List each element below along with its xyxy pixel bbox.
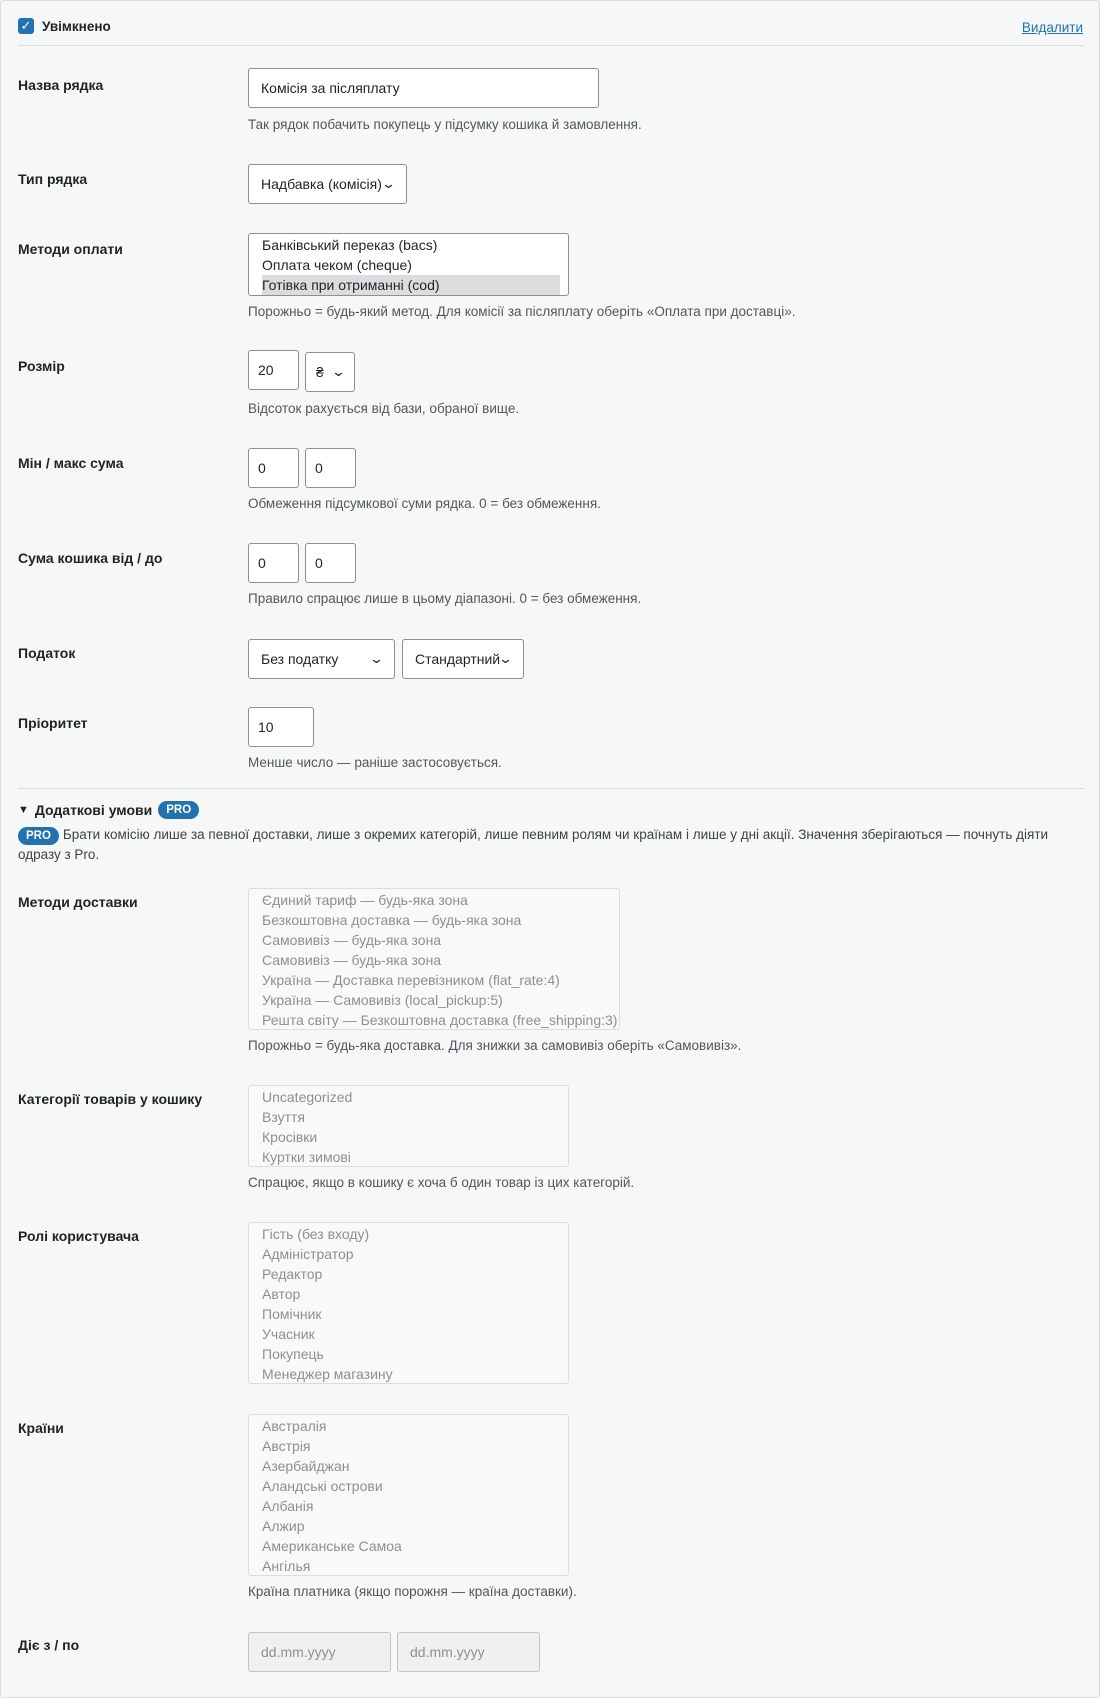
chevron-down-icon: ⌄ [368,651,385,666]
list-item[interactable]: Австрія [262,1438,311,1454]
priority-value: 10 [258,719,274,735]
list-item[interactable]: Безкоштовна доставка — будь-яка зона [262,912,522,928]
line-name-desc: Так рядок побачить покупець у підсумку кошика й замовлення. [248,117,642,132]
line-name-input[interactable] [248,68,599,108]
priority-label: Пріоритет [18,715,88,731]
list-item[interactable]: Самовивіз — будь-яка зона [262,932,442,948]
tax-status-value: Без податку [261,651,339,667]
list-item[interactable]: Куртки зимові [262,1149,351,1165]
list-item[interactable]: Решта світу — Безкоштовна доставка (free_shipping:3) [262,1012,618,1028]
line-type-label: Тип рядка [18,171,88,187]
enabled-label[interactable]: Увімкнено [42,19,111,34]
categories-listbox[interactable] [248,1085,569,1167]
cart-to-value: 0 [315,555,323,571]
pro-badge-inline: PRO [18,827,59,845]
shipping-desc: Порожньо = будь-яка доставка. Для знижки за самовивіз оберіть «Самовивіз». [248,1038,742,1053]
list-item[interactable]: Американське Самоа [262,1538,402,1554]
list-item[interactable]: Гість (без входу) [262,1226,370,1242]
payment-methods-label: Методи оплати [18,241,123,257]
line-type-value: Надбавка (комісія) [261,176,382,192]
countries-desc: Країна платника (якщо порожня — країна доставки). [248,1584,577,1599]
min-max-label: Мін / макс сума [18,455,124,471]
amount-label: Розмір [18,358,65,374]
list-item[interactable]: Алжир [262,1518,305,1534]
checkmark-icon: ✓ [20,18,32,33]
list-item[interactable]: Взуття [262,1109,306,1125]
cart-from-value: 0 [258,555,266,571]
list-item[interactable]: Адміністратор [262,1246,354,1262]
tax-class-select[interactable] [402,639,524,679]
pro-description-text: Брати комісію лише за певної доставки, лише з окремих категорій, лише певним ролям чи країнам і лише у дні акції. Значення зберігаються — почнуть діяти одразу з Pro. [18,827,1049,862]
line-name-value: Комісія за післяплату [261,80,400,96]
list-item[interactable]: Покупець [262,1346,324,1362]
tax-status-select[interactable] [248,639,395,679]
payment-option-cheque[interactable]: Оплата чеком (cheque) [262,257,412,273]
countries-label: Країни [18,1420,64,1436]
list-item[interactable]: Аландські острови [262,1478,383,1494]
tax-class-value: Стандартний [415,651,501,667]
amount-value: 20 [258,362,274,378]
roles-listbox[interactable] [248,1222,569,1384]
countries-listbox[interactable] [248,1414,569,1576]
list-item[interactable]: Uncategorized [262,1089,353,1105]
list-item[interactable]: Азербайджан [262,1458,350,1474]
cart-range-desc: Правило спрацює лише в цьому діапазоні. 0 = без обмеження. [248,591,642,606]
priority-input[interactable] [248,707,314,747]
categories-desc: Спрацює, якщо в кошику є хоча б один товар із цих категорій. [248,1175,635,1190]
list-item[interactable]: Україна — Самовивіз (local_pickup:5) [262,992,503,1008]
list-item[interactable]: Албанія [262,1498,314,1514]
chevron-down-icon: ⌄ [330,364,347,379]
date-from-placeholder: dd.mm.yyyy [261,1644,336,1660]
list-item[interactable]: Менеджер магазину [262,1366,393,1382]
enabled-checkbox[interactable] [18,18,34,34]
list-item[interactable]: Редактор [262,1266,323,1282]
header-divider [18,45,1084,46]
amount-input[interactable] [248,350,299,390]
list-item[interactable]: Кросівки [262,1129,318,1145]
chevron-down-icon: ⌄ [380,176,397,191]
list-item[interactable]: Помічник [262,1306,322,1322]
categories-label: Категорії товарів у кошику [18,1091,203,1107]
list-item[interactable]: Єдиний тариф — будь-яка зона [262,892,468,908]
date-to-placeholder: dd.mm.yyyy [410,1644,485,1660]
min-sum-input[interactable] [248,448,299,488]
shipping-listbox[interactable] [248,888,620,1030]
pro-section-title: Додаткові умови [34,802,153,818]
list-item[interactable]: Ангілья [262,1558,311,1574]
payment-methods-desc: Порожньо = будь-який метод. Для комісії за післяплату оберіть «Оплата при доставці». [248,304,796,319]
line-type-select[interactable] [248,164,407,204]
dates-label: Діє з / по [18,1637,80,1653]
payment-methods-listbox[interactable] [248,233,569,296]
payment-option-cod[interactable]: Готівка при отриманні (cod) [262,275,560,295]
amount-desc: Відсоток рахується від бази, обраної вище. [248,401,520,416]
cart-range-label: Сума кошика від / до [18,550,163,566]
list-item[interactable]: Автор [262,1286,301,1302]
pro-description [18,825,1078,865]
min-sum-value: 0 [258,460,266,476]
max-sum-input[interactable] [305,448,356,488]
delete-link[interactable]: Видалити [1021,20,1083,35]
cart-from-input[interactable] [248,543,299,583]
priority-desc: Менше число — раніше застосовується. [248,755,502,770]
line-name-label: Назва рядка [18,77,104,93]
roles-label: Ролі користувача [18,1228,139,1244]
list-item[interactable]: Самовивіз — будь-яка зона [262,952,442,968]
list-item[interactable]: Україна — Доставка перевізником (flat_rate:4) [262,972,560,988]
date-from-input[interactable] [248,1632,391,1672]
list-item[interactable]: Учасник [262,1326,315,1342]
tax-label: Податок [18,645,76,661]
amount-unit-select[interactable] [305,352,355,392]
list-item[interactable]: Австралія [262,1418,327,1434]
amount-unit-value: ₴ [316,364,324,380]
chevron-down-icon: ⌄ [497,651,514,666]
cart-to-input[interactable] [305,543,356,583]
pro-section-toggle[interactable] [18,801,199,819]
payment-option-bacs[interactable]: Банківський переказ (bacs) [262,237,438,253]
pro-badge: PRO [158,801,199,819]
date-to-input[interactable] [397,1632,540,1672]
min-max-desc: Обмеження підсумкової суми рядка. 0 = без обмеження. [248,496,601,511]
triangle-down-icon: ▼ [18,804,29,816]
section-divider [18,788,1084,789]
shipping-label: Методи доставки [18,894,138,910]
max-sum-value: 0 [315,460,323,476]
